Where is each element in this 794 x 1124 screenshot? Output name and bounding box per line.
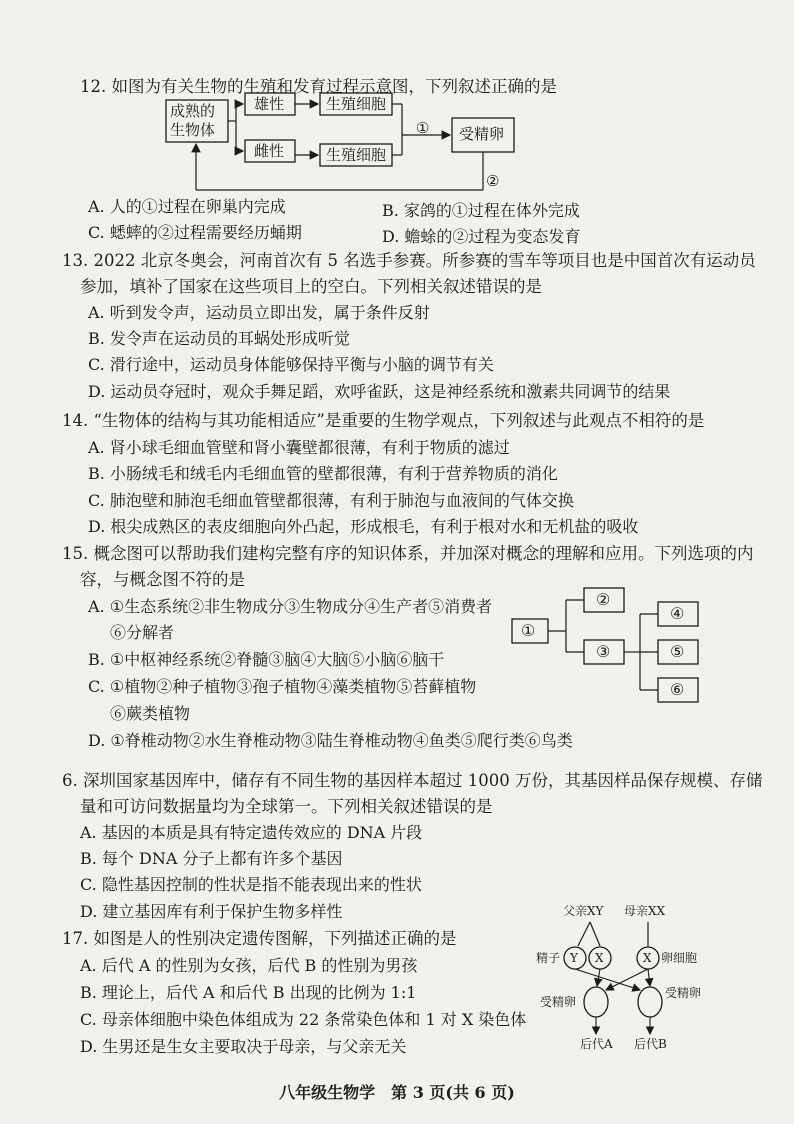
zygote-left-label: 受精卵 — [540, 995, 577, 1009]
zygote-right-ellipse — [638, 987, 662, 1017]
concept-label-2: ② — [596, 590, 611, 609]
q14-option-b: B. 小肠绒毛和绒毛内毛细血管的壁都很薄，有利于营养物质的消化 — [88, 464, 558, 483]
q13-stem-1: 13. 2022 北京冬奥会，河南首次有 5 名选手参赛。所参赛的雪车等项目也是中国首次有运动员 — [62, 251, 756, 270]
germ-label-2: 生殖细胞 — [326, 146, 387, 164]
q17-option-c: C. 母亲体细胞中染色体组成为 22 条常染色体和 1 对 X 染色体 — [80, 1010, 527, 1029]
q14-option-c: C. 肺泡壁和肺泡毛细血管壁都很薄，有利于肺泡与血液间的气体交换 — [88, 491, 574, 510]
step-1-label: ① — [416, 119, 430, 137]
mature-label-1: 成熟的 — [170, 102, 216, 120]
q16-option-c: C. 隐性基因控制的性状是指不能表现出来的性状 — [80, 875, 422, 894]
q15-option-a-2: ⑥分解者 — [110, 623, 175, 642]
child-a-label: 后代A — [580, 1037, 613, 1051]
q15-option-d: D. ①脊椎动物②水生脊椎动物③陆生脊椎动物④鱼类⑤爬行类⑥鸟类 — [88, 731, 573, 750]
q12-option-a: A. 人的①过程在卵巢内完成 — [88, 197, 286, 216]
father-label: 父亲XY — [563, 904, 604, 918]
zygote-left-ellipse — [584, 987, 608, 1017]
q12-option-c: C. 蟋蟀的②过程需要经历蛹期 — [88, 223, 302, 242]
step-2-label: ② — [486, 172, 500, 190]
q15-option-b: B. ①中枢神经系统②脊髓③脑④大脑⑤小脑⑥脑干 — [88, 650, 445, 669]
female-label: 雌性 — [254, 142, 285, 160]
concept-label-3: ③ — [596, 642, 611, 661]
q12-stem: 12. 如图为有关生物的生殖和发育过程示意图，下列叙述正确的是 — [80, 77, 557, 96]
q16-stem-2: 量和可访问数据量均为全球第一。下列相关叙述错误的是 — [80, 797, 493, 816]
q16-option-d: D. 建立基因库有利于保护生物多样性 — [80, 902, 343, 921]
mature-label-2: 生物体 — [170, 121, 216, 139]
q16-option-a: A. 基因的本质是具有特定遗传效应的 DNA 片段 — [80, 823, 423, 842]
q13-option-a: A. 听到发令声，运动员立即出发，属于条件反射 — [88, 303, 430, 322]
q15-option-a-1: A. ①生态系统②非生物成分③生物成分④生产者⑤消费者 — [88, 597, 493, 616]
egg-x-label: X — [643, 951, 652, 965]
q17-option-a: A. 后代 A 的性别为女孩，后代 B 的性别为男孩 — [80, 956, 418, 975]
q12-option-d: D. 蟾蜍的②过程为变态发育 — [382, 227, 581, 246]
q17-option-b: B. 理论上，后代 A 和后代 B 出现的比例为 1:1 — [80, 983, 417, 1002]
fertilized-label: 受精卵 — [459, 125, 505, 143]
germ-label-1: 生殖细胞 — [326, 95, 387, 113]
concept-label-4: ④ — [670, 604, 685, 623]
q13-option-b: B. 发令声在运动员的耳蜗处形成听觉 — [88, 329, 350, 348]
q14-option-d: D. 根尖成熟区的表皮细胞向外凸起，形成根毛，有利于根对水和无机盐的吸收 — [88, 517, 639, 536]
male-label: 雄性 — [254, 95, 285, 113]
zygote-right-label: 受精卵 — [665, 986, 702, 1000]
q15-option-c-1: C. ①植物②种子植物③孢子植物④藻类植物⑤苔藓植物 — [88, 677, 477, 696]
concept-label-1: ① — [521, 621, 536, 640]
child-b-label: 后代B — [634, 1037, 667, 1051]
q17-stem: 17. 如图是人的性别决定遗传图解，下列描述正确的是 — [62, 929, 457, 948]
mother-label: 母亲XX — [624, 904, 666, 918]
q15-stem-1: 15. 概念图可以帮助我们建构完整有序的知识体系，并加深对概念的理解和应用。下列选项的内 — [62, 544, 754, 563]
q13-option-d: D. 运动员夺冠时，观众手舞足蹈，欢呼雀跃，这是神经系统和激素共同调节的结果 — [88, 382, 671, 401]
concept-label-5: ⑤ — [670, 642, 685, 661]
q16-option-b: B. 每个 DNA 分子上都有许多个基因 — [80, 849, 343, 868]
q13-option-c: C. 滑行途中，运动员身体能够保持平衡与小脑的调节有关 — [88, 355, 494, 374]
sperm-label: 精子 — [536, 951, 561, 965]
sperm-x-label: X — [595, 951, 604, 965]
q14-option-a: A. 肾小球毛细血管壁和肾小囊壁都很薄，有利于物质的滤过 — [88, 438, 510, 457]
q13-stem-2: 参加，填补了国家在这些项目上的空白。下列相关叙述错误的是 — [80, 277, 542, 296]
q15-stem-2: 容，与概念图不符的是 — [80, 570, 245, 589]
egg-label: 卵细胞 — [661, 951, 698, 965]
q15-option-c-2: ⑥蕨类植物 — [110, 704, 191, 723]
q17-option-d: D. 生男还是生女主要取决于母亲，与父亲无关 — [80, 1037, 407, 1056]
q16-stem-1: 6. 深圳国家基因库中，储存有不同生物的基因样本超过 1000 万份，其基因样品保存规模、存储 — [62, 771, 763, 790]
q12-option-b: B. 家鸽的①过程在体外完成 — [382, 201, 580, 220]
sperm-y-label: Y — [570, 951, 578, 965]
concept-label-6: ⑥ — [670, 680, 685, 699]
page-footer: 八年级生物学 第 3 页(共 6 页) — [279, 1083, 515, 1102]
q14-stem: 14. “生物体的结构与其功能相适应”是重要的生物学观点，下列叙述与此观点不相符的是 — [62, 411, 705, 430]
